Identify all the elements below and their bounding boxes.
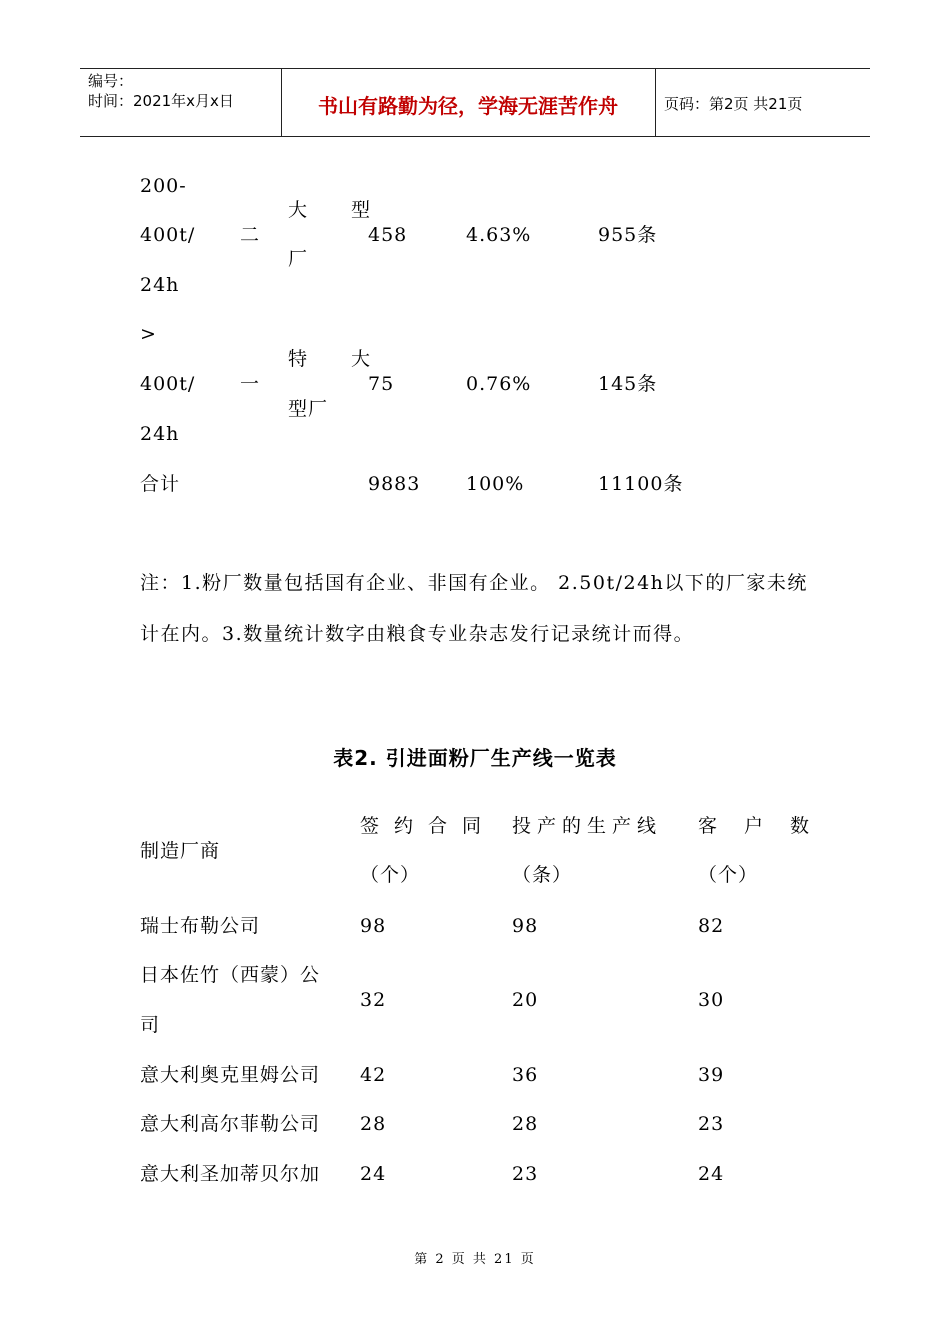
table-note: 注：1.粉厂数量包括国有企业、非国有企业。 2.50t/24h以下的厂家未统计在内。3.数量统计数字由粮食专业杂志发行记录统计而得。 — [140, 572, 808, 645]
clients-cell: 23 — [698, 1113, 725, 1135]
header-bottom-rule — [80, 136, 870, 137]
maker-cell: 意大利圣加蒂贝尔加 — [140, 1163, 321, 1185]
clients-cell: 82 — [698, 915, 725, 937]
maker-cell: 日本佐竹（西蒙）公 — [140, 964, 321, 986]
maker-cell: 意大利奥克里姆公司 — [140, 1064, 321, 1086]
contracts-cell: 98 — [360, 915, 387, 937]
header-motto: 书山有路勤为径，学海无涯苦作舟 — [318, 94, 618, 118]
maker-cell-cont: 司 — [140, 1014, 161, 1036]
lines-cell: 955条 — [598, 224, 658, 246]
header-top-rule — [80, 68, 870, 69]
contracts-cell: 28 — [360, 1113, 387, 1135]
doc-date: 时间：2021年x月x日 — [88, 92, 234, 110]
header-clients: 客户数 — [698, 815, 837, 837]
lines-cell: 23 — [512, 1163, 539, 1185]
header-lines-unit: （条） — [512, 864, 573, 886]
range-line: 400t/ — [140, 373, 196, 395]
total-label: 合计 — [140, 473, 181, 495]
count-cell: 75 — [368, 373, 395, 395]
lines-cell: 98 — [512, 915, 539, 937]
contracts-cell: 24 — [360, 1163, 387, 1185]
clients-cell: 30 — [698, 989, 725, 1011]
range-line: 400t/ — [140, 224, 196, 246]
table2-caption: 表2. 引进面粉厂生产线一览表 — [333, 746, 617, 770]
count-cell: 458 — [368, 224, 408, 246]
type-line: 型厂 — [288, 398, 329, 420]
total-count: 9883 — [368, 473, 421, 495]
header-clients-unit: （个） — [698, 864, 759, 886]
header-contracts-unit: （个） — [360, 864, 421, 886]
header-contracts: 签约合同 — [360, 815, 497, 837]
range-line: 24h — [140, 423, 180, 445]
lines-cell: 145条 — [598, 373, 658, 395]
clients-cell: 24 — [698, 1163, 725, 1185]
percent-cell: 0.76% — [466, 373, 532, 395]
header-divider — [655, 68, 656, 136]
lines-cell: 36 — [512, 1064, 539, 1086]
grade-cell: 一 — [240, 373, 261, 395]
total-percent: 100% — [466, 473, 525, 495]
range-line: 24h — [140, 274, 180, 296]
contracts-cell: 32 — [360, 989, 387, 1011]
range-line: 200- — [140, 175, 187, 197]
lines-cell: 28 — [512, 1113, 539, 1135]
lines-cell: 20 — [512, 989, 539, 1011]
type-line: 特 大 — [288, 348, 390, 370]
type-line: 大 型 — [288, 199, 390, 221]
grade-cell: 二 — [240, 224, 261, 246]
header-maker: 制造厂商 — [140, 840, 221, 862]
contracts-cell: 42 — [360, 1064, 387, 1086]
percent-cell: 4.63% — [466, 224, 532, 246]
maker-cell: 瑞士布勒公司 — [140, 915, 261, 937]
range-line: > — [140, 323, 157, 345]
header-lines: 投产的生产线 — [512, 815, 663, 837]
maker-cell: 意大利高尔菲勒公司 — [140, 1113, 321, 1135]
page-footer: 第 2 页 共 21 页 — [414, 1252, 536, 1267]
doc-code-label: 编号： — [88, 72, 134, 90]
clients-cell: 39 — [698, 1064, 725, 1086]
header-page-info: 页码：第2页 共21页 — [664, 95, 803, 113]
type-line: 厂 — [288, 248, 309, 270]
total-lines: 11100条 — [598, 473, 684, 495]
